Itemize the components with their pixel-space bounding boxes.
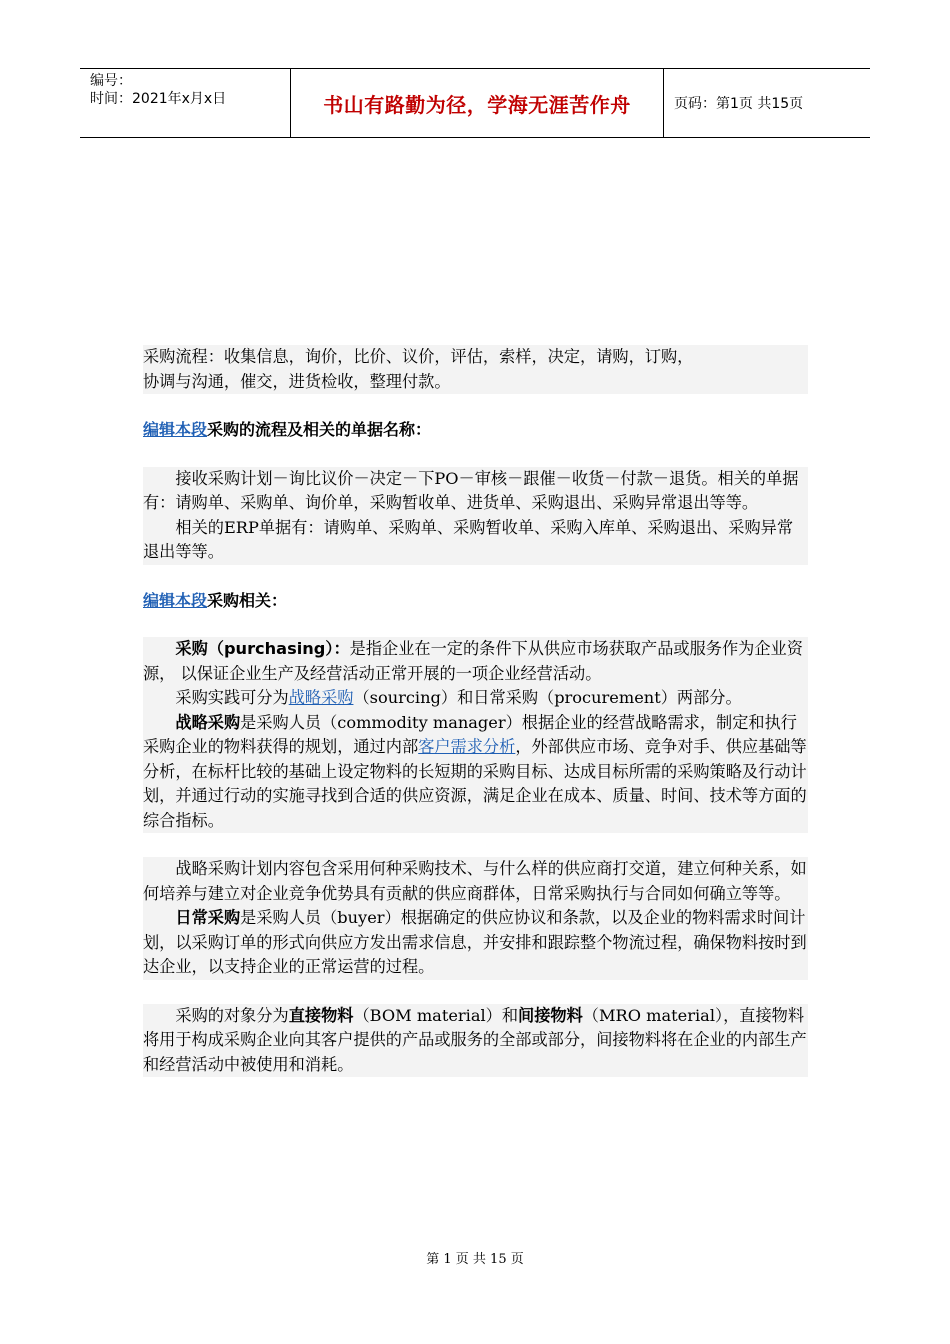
- heading-2-text: 采购相关：: [207, 590, 288, 610]
- materials-text-c: （MRO material），直接物料将用于构成采购企业向其客户提供的产品或服务的全部或部分，间接物料将在企业的内部生产和经营活动中被使用和消耗。: [143, 1005, 807, 1074]
- section-heading-2: [143, 589, 808, 614]
- heading-1-text: 采购的流程及相关的单据名称：: [207, 420, 432, 439]
- practice-text-b: （sourcing）和日常采购（procurement）两部分。: [353, 688, 742, 707]
- header-left-cell: [80, 69, 290, 137]
- number-label: 编号：: [90, 73, 132, 89]
- term-strategic-sourcing: 战略采购: [175, 712, 241, 732]
- term-purchasing: 采购（purchasing）：: [175, 639, 350, 658]
- customer-needs-analysis-link[interactable]: 客户需求分析: [418, 737, 516, 756]
- term-daily-procurement: 日常采购: [175, 908, 241, 927]
- paragraph-daily: [143, 906, 808, 980]
- date-label: 时间：2021年x月x日: [90, 91, 227, 107]
- page-label: 页码：第1页 共15页: [674, 96, 804, 112]
- intro-line-1: 采购流程：收集信息，询价，比价、议价，评估，索样，决定，请购，订购，: [143, 347, 694, 366]
- paragraph-process: 接收采购计划－询比议价－决定－下PO－审核－跟催－收货－付款－退货。相关的单据有：请购单、采购单、询价单，采购暂收单、进货单、采购退出、采购异常退出等等。: [143, 467, 808, 516]
- paragraph-erp: 相关的ERP单据有：请购单、采购单、采购暂收单、采购入库单、采购退出、采购异常退出等等。: [143, 516, 808, 565]
- purchasing-definition: 是指企业在一定的条件下从供应市场获取产品或服务作为企业资源， 以保证企业生产及经营活动正常开展的一项企业经营活动。: [143, 639, 803, 683]
- intro-line-2: 协调与沟通，催交，进货检收，整理付款。: [143, 371, 451, 391]
- daily-definition: 是采购人员（buyer）根据确定的供应协议和条款，以及企业的物料需求时间计划，以采购订单的形式向供应方发出需求信息，并安排和跟踪整个物流过程，确保物料按时到达企业，以支持企业的正常运营的过程。: [143, 908, 807, 976]
- edit-section-link-2[interactable]: 编辑本段: [143, 590, 208, 610]
- section-heading-1: [143, 418, 808, 443]
- materials-text-b: （BOM material）和: [353, 1005, 519, 1025]
- intro-paragraph: [143, 345, 808, 394]
- edit-section-link-1[interactable]: 编辑本段: [143, 420, 208, 439]
- paragraph-strategic: [143, 711, 808, 834]
- strategic-text-a: 是采购人员（commodity manager）根据企业的经营战略需求，制定和执行采购企业的物料获得的规划，通过内部: [143, 712, 797, 756]
- paragraph-practice: [143, 686, 808, 711]
- page-footer: 第 1 页 共 15 页: [426, 1252, 524, 1267]
- paragraph-strategic-plan: 战略采购计划内容包含采用何种采购技术、与什么样的供应商打交道，建立何种关系，如何培养与建立对企业竞争优势具有贡献的供应商群体，日常采购执行与合同如何确立等等。: [143, 857, 808, 906]
- practice-text-a: 采购实践可分为: [175, 688, 289, 707]
- materials-text-a: 采购的对象分为: [175, 1005, 289, 1025]
- paragraph-purchasing: [143, 637, 808, 686]
- motto: 书山有路勤为径，学海无涯苦作舟: [290, 69, 664, 137]
- strategic-text-b: ，外部供应市场、竞争对手、供应基础等分析，在标杆比较的基础上设定物料的长短期的采购目标、达成目标所需的采购策略及行动计划，并通过行动的实施寻找到合适的供应资源，满足企业在成本、质量、时间、技术等方面的综合指标。: [143, 737, 807, 830]
- term-direct-material: 直接物料: [288, 1005, 354, 1025]
- term-indirect-material: 间接物料: [518, 1005, 583, 1025]
- document-header: [80, 68, 870, 138]
- strategic-sourcing-link[interactable]: 战略采购: [288, 688, 354, 707]
- document-body: [143, 345, 808, 1077]
- paragraph-materials: [143, 1004, 808, 1078]
